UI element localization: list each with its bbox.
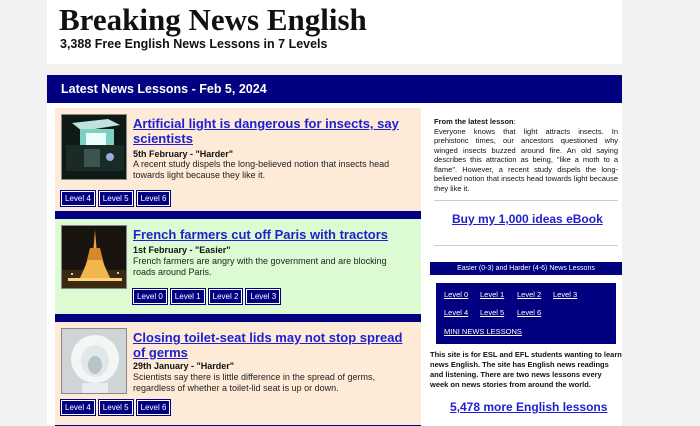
site-subtitle: 3,388 Free English News Lessons in 7 Levels [60, 37, 328, 51]
level-4-button[interactable]: Level 4 [61, 191, 95, 206]
nav-level-4[interactable]: Level 4 [444, 308, 469, 317]
article-title-link[interactable]: Artificial light is dangerous for insects, say scientists [133, 116, 399, 146]
latest-lesson-excerpt: From the latest lesson: Everyone knows that light attracts insects. In prehistoric times, our ancestors questioned why winged insects buzzed around fire. An old saying describes this attraction as being, "like a moth to a flame". However, a recent study dispels the long-believed notion that insects head towards light because they like it. [434, 117, 618, 193]
article-date: 5th February - "Harder" [133, 149, 234, 159]
from-latest-label: From the latest lesson [434, 117, 514, 126]
more-lessons-link[interactable]: 5,478 more English lessons [450, 400, 608, 414]
article-thumbnail[interactable] [61, 114, 127, 180]
article-date: 1st February - "Easier" [133, 245, 231, 255]
levels-heading: Easier (0-3) and Harder (4-6) News Lessons [430, 262, 622, 275]
article-separator [55, 314, 421, 322]
level-5-button[interactable]: Level 5 [99, 191, 133, 206]
article-separator [55, 211, 421, 219]
nav-level-1[interactable]: Level 1 [480, 290, 505, 299]
divider [434, 200, 618, 201]
level-buttons [61, 191, 170, 206]
level-4-button[interactable]: Level 4 [61, 400, 95, 415]
divider [434, 245, 618, 246]
article-thumbnail[interactable] [61, 328, 127, 394]
article-summary: A recent study dispels the long-believed notion that insects head towards light because they like it. [133, 159, 390, 180]
sidebar [430, 103, 622, 426]
latest-news-bar [47, 75, 622, 103]
latest-news-heading: Latest News Lessons - Feb 5, 2024 [61, 82, 267, 96]
article-card [55, 322, 421, 425]
ebook-link[interactable]: Buy my 1,000 ideas eBook [452, 212, 603, 226]
nav-level-3[interactable]: Level 3 [553, 290, 578, 299]
article-title-link[interactable]: French farmers cut off Paris with tractors [133, 227, 389, 242]
level-buttons [61, 400, 170, 415]
nav-level-5[interactable]: Level 5 [480, 308, 505, 317]
nav-level-0[interactable]: Level 0 [444, 290, 469, 299]
level-6-button[interactable]: Level 6 [137, 400, 171, 415]
levels-nav [436, 283, 616, 344]
article-thumbnail[interactable] [61, 225, 127, 289]
article-title-link[interactable]: Closing toilet-seat lids may not stop spread of germs [133, 330, 403, 360]
article-card [55, 108, 421, 211]
site-header [47, 0, 622, 64]
article-summary: French farmers are angry with the government and are blocking roads around Paris. [133, 256, 387, 277]
article-card [55, 219, 421, 314]
nav-mini-news-lessons[interactable]: MINI NEWS LESSONS [444, 327, 522, 336]
from-latest-text: Everyone knows that light attracts insects. In prehistoric times, our ancestors questioned why winged insects buzzed around fire. An old saying describes this attraction as being, "like a moth to a flame". However, a recent study dispels the long-believed notion that insects head towards light because they like it. [434, 126, 618, 193]
level-2-button[interactable]: Level 2 [209, 289, 243, 304]
level-buttons [133, 289, 280, 304]
main-content [47, 103, 622, 426]
level-1-button[interactable]: Level 1 [171, 289, 205, 304]
level-6-button[interactable]: Level 6 [137, 191, 171, 206]
nav-level-2[interactable]: Level 2 [517, 290, 542, 299]
site-info-text: This site is for ESL and EFL students wanting to learn news English. The site has English news readings and listening. There are two news lessons every week on news stories from around the world. [430, 350, 622, 389]
level-0-button[interactable]: Level 0 [133, 289, 167, 304]
level-5-button[interactable]: Level 5 [99, 400, 133, 415]
article-summary: Scientists say there is little difference in the spread of germs, regardless of whether a toilet-lid seat is up or down. [133, 372, 375, 393]
nav-level-6[interactable]: Level 6 [517, 308, 542, 317]
article-date: 29th January - "Harder" [133, 361, 235, 371]
level-3-button[interactable]: Level 3 [246, 289, 280, 304]
site-title[interactable]: Breaking News English [59, 2, 367, 37]
